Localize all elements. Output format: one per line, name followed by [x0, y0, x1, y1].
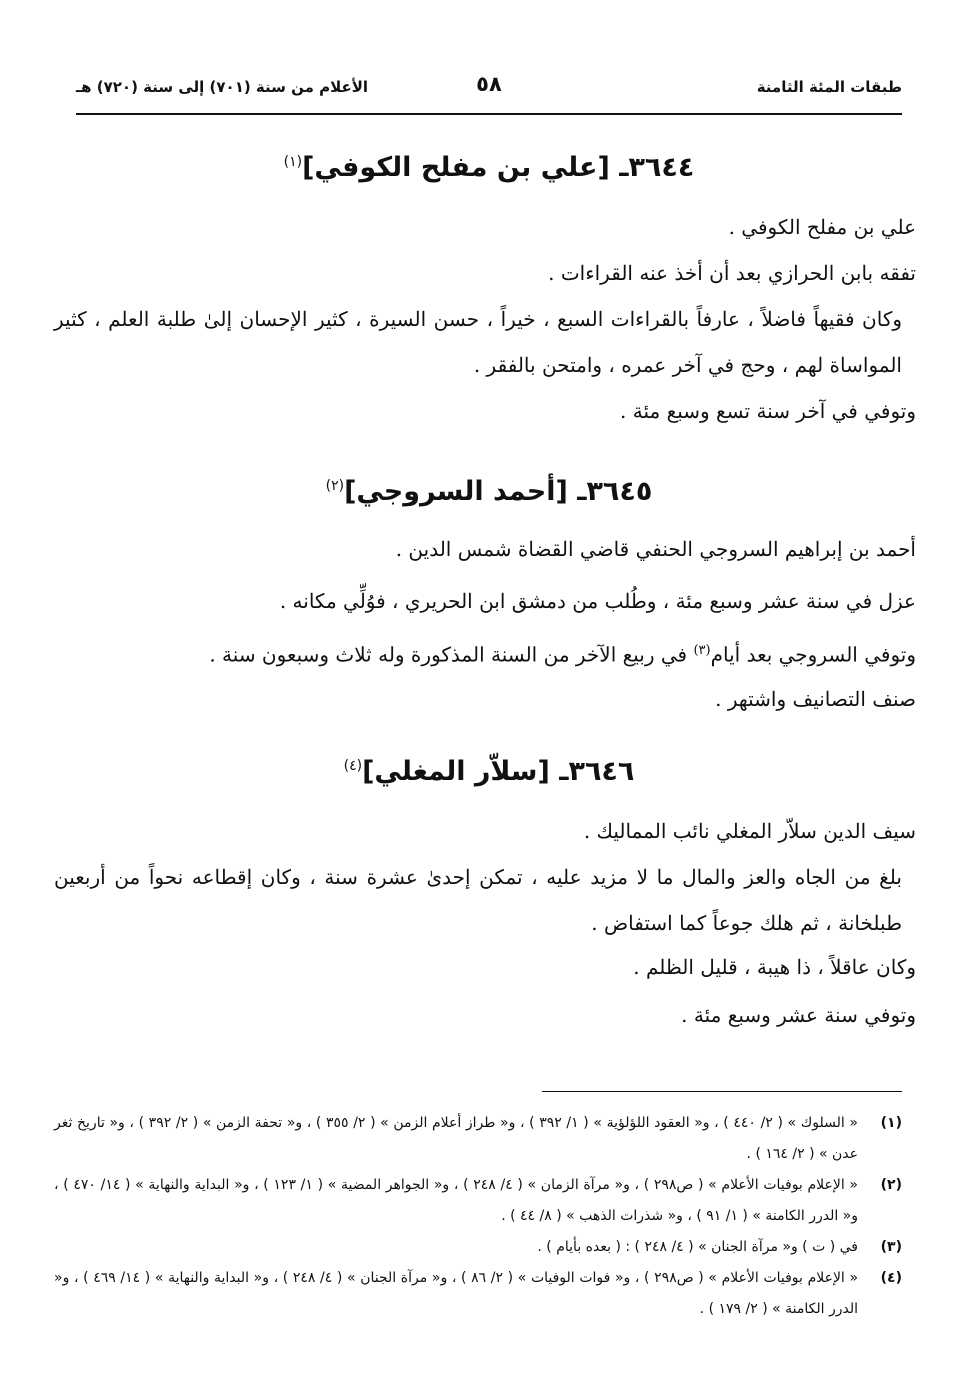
footnote-number: (٣) — [880, 1239, 902, 1255]
footnote-number: (٢) — [880, 1177, 902, 1193]
running-header — [76, 74, 902, 104]
entry-title-text: ٣٦٤٤ـ [علي بن مفلح الكوفي] — [302, 152, 695, 183]
entry-line: بلغ من الجاه والعز والمال ما لا مزيد عليه ، تمكن إحدىٰ عشرة سنة ، وكان إقطاعه نحواً من أربعين طبلخانة ، ثم هلك جوعاً كما استفاض . — [54, 865, 902, 935]
footnote-number: (٤) — [880, 1270, 902, 1286]
entry-title-text: ٣٦٤٦ـ [سلاّر المغلي] — [362, 756, 635, 787]
footnote — [54, 1263, 902, 1325]
entry-line: أحمد بن إبراهيم السروجي الحنفي قاضي القضاة شمس الدين . — [395, 537, 916, 561]
entry-line: صنف التصانيف واشتهر . — [715, 687, 916, 711]
entry-line: وتوفي في آخر سنة تسع وسبع مئة . — [620, 399, 916, 423]
footnote-ref: (٣) — [693, 643, 711, 658]
footnotes — [54, 1108, 902, 1325]
entry-title-text: ٣٦٤٥ـ [أحمد السروجي] — [344, 476, 653, 507]
entry-title — [76, 152, 902, 183]
page-number: ٥٨ — [476, 72, 502, 96]
entry-line: عزل في سنة عشر وسبع مئة ، وطُلب من دمشق ابن الحريري ، فوُلِّي مكانه . — [279, 589, 916, 613]
footnote-ref: (٤) — [343, 758, 363, 774]
footnote-rule — [542, 1091, 902, 1092]
entry-line: وكان عاقلاً ، ذا هيبة ، قليل الظلم . — [633, 955, 916, 979]
entry-line: علي بن مفلح الكوفي . — [728, 215, 916, 239]
footnote-text: « الإعلام بوفيات الأعلام » ( ص٢٩٨ ) ، و« فوات الوفيات » ( ٢/ ٨٦ ) ، و« مرآة الجنان » ( ٤/ ٢٤٨ ) ، و« البداية والنهاية » ( ١٤/ ٤٦٩ ) ، و« الدرر الكامنة » ( ٢/ ١٧٩ ) . — [54, 1270, 859, 1317]
footnote — [54, 1108, 902, 1170]
entry-line: تفقه بابن الحرازي بعد أن أخذ عنه القراءات . — [548, 261, 916, 285]
entry-line-with-ref — [90, 628, 916, 678]
footnote-text: « الإعلام بوفيات الأعلام » ( ص٢٩٨ ) ، و« مرآة الزمان » ( ٤/ ٢٤٨ ) ، و« الجواهر المضية » ( ١/ ١٢٣ ) ، و« البداية والنهاية » ( ١٤/ ٤٧٠ ) ، و« الدرر الكامنة » ( ١/ ٩١ ) ، و« شذرات الذهب » ( ٨/ ٤٤ ) . — [54, 1177, 859, 1224]
entry-line-part: في ربيع الآخر من السنة المذكورة وله ثلاث وسبعون سنة . — [209, 642, 688, 667]
header-section-title: طبقات المئة الثامنة — [756, 78, 902, 96]
footnote-ref: (٢) — [325, 478, 345, 494]
entry-line: وكان فقيهاً فاضلاً ، عارفاً بالقراءات السبع ، خيراً ، حسن السيرة ، كثير الإحسان إلىٰ طلبة العلم ، كثير المواساة لهم ، وحج في آخر عمره ، وامتحن بالفقر . — [54, 307, 902, 377]
entry-line-part: وتوفي السروجي بعد أيام — [710, 642, 916, 667]
entry-line: سيف الدين سلاّر المغلي نائب المماليك . — [583, 819, 916, 843]
footnote-number: (١) — [880, 1115, 902, 1131]
footnote — [54, 1232, 902, 1263]
entry-line: وتوفي سنة عشر وسبع مئة . — [681, 1003, 916, 1027]
entry-title — [76, 756, 902, 787]
header-rule — [76, 113, 902, 115]
header-year-range: الأعلام من سنة (٧٠١) إلى سنة (٧٢٠) هـ — [76, 78, 369, 96]
footnote-ref: (١) — [283, 154, 303, 170]
footnote-text: « السلوك » ( ٢/ ٤٤٠ ) ، و« العقود اللؤلؤية » ( ١/ ٣٩٢ ) ، و« طراز أعلام الزمن » ( ٢/ ٣٥٥ ) ، و« تحفة الزمن » ( ٢/ ٣٩٢ ) ، و« تاريخ ثغر عدن » ( ٢/ ١٦٤ ) . — [54, 1115, 858, 1162]
footnote-text: في ( ت ) و« مرآة الجنان » ( ٤/ ٢٤٨ ) : ( بعده بأيام ) . — [537, 1239, 858, 1255]
entry-title — [76, 476, 902, 507]
footnote — [54, 1170, 902, 1232]
